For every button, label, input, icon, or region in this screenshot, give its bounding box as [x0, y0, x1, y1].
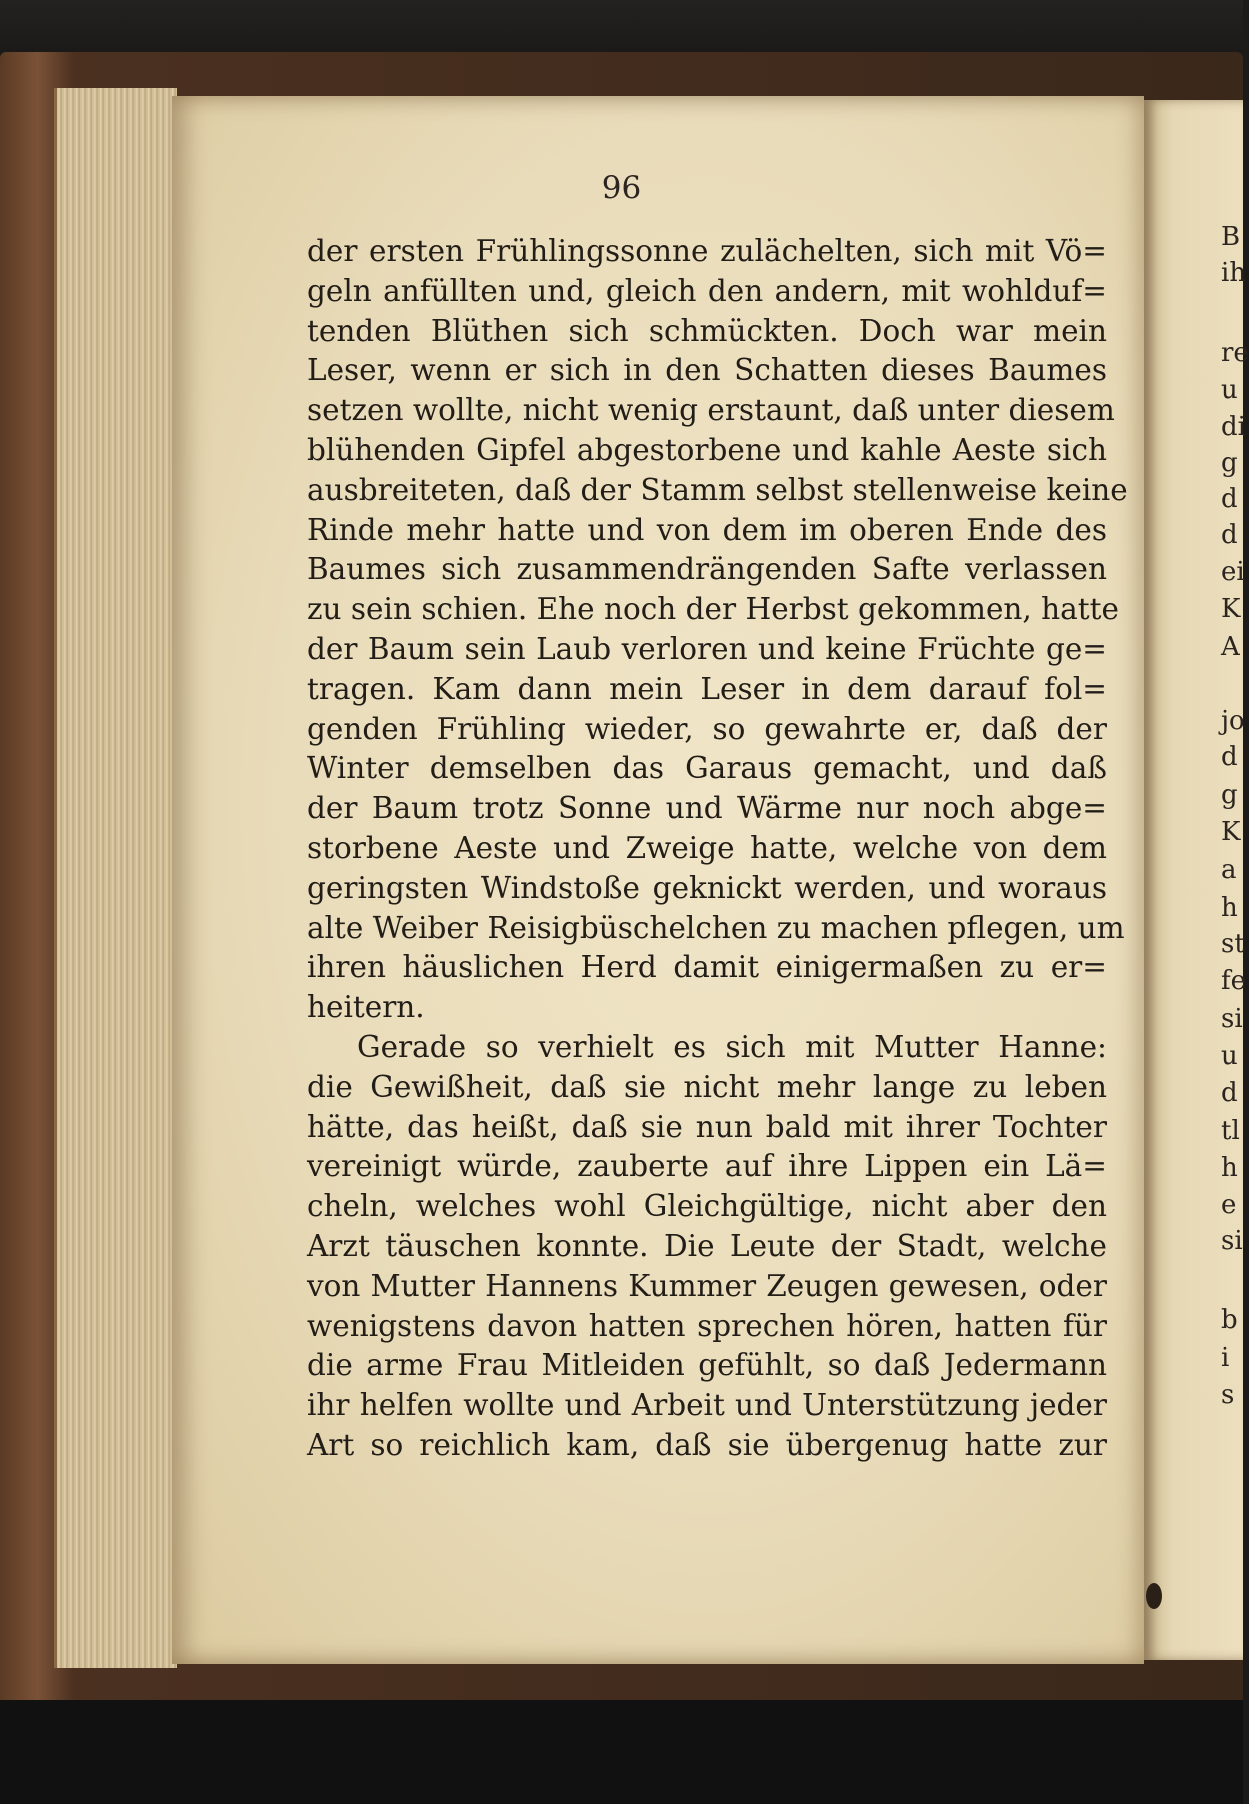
text-line: tragen. Kam dann mein Leser in dem darauf fol= [307, 671, 1107, 706]
facing-page-letter: d [1221, 484, 1238, 514]
facing-page-letter: a [1221, 855, 1237, 885]
facing-page-letter: K [1221, 594, 1241, 624]
facing-page-letter: d [1221, 520, 1238, 550]
page-edges [54, 88, 177, 1668]
facing-page-letter: g [1221, 448, 1238, 478]
text-line: storbene Aeste und Zweige hatte, welche von dem [307, 830, 1107, 865]
text-line: Arzt täuschen konnte. Die Leute der Stadt, welche [307, 1228, 1107, 1263]
facing-page-letter: K [1221, 817, 1241, 847]
text-line: der Baum sein Laub verloren und keine Früchte ge= [307, 631, 1107, 666]
text-line: der Baum trotz Sonne und Wärme nur noch abge= [307, 791, 1107, 826]
text-line: blühenden Gipfel abgestorbene und kahle Aeste sich [307, 432, 1107, 467]
text-line: die Gewißheit, daß sie nicht mehr lange zu leben [307, 1069, 1107, 1104]
text-line: geringsten Windstoße geknickt werden, und woraus [307, 870, 1107, 905]
text-line: Gerade so verhielt es sich mit Mutter Hanne: [357, 1029, 1107, 1064]
page-number: 96 [601, 170, 642, 206]
text-line: der ersten Frühlingssonne zulächelten, sich mit Vö= [307, 234, 1107, 268]
facing-page-letter: ei [1221, 557, 1245, 587]
text-line: heitern. [307, 990, 425, 1025]
text-line: genden Frühling wieder, so gewahrte er, daß der [307, 711, 1107, 746]
facing-page-letter: tl [1221, 1116, 1240, 1146]
facing-page-letter: B [1221, 222, 1241, 252]
facing-page-letter: di [1221, 412, 1246, 442]
facing-page-letter: g [1221, 780, 1238, 810]
facing-page-letter: re [1221, 338, 1249, 368]
facing-page-letter: i [1221, 1343, 1230, 1373]
facing-page-letter: st [1221, 929, 1245, 959]
facing-page-letter: fe [1221, 966, 1247, 996]
page-text [307, 232, 1128, 1466]
facing-page-letter: si [1221, 1226, 1243, 1256]
text-line: die arme Frau Mitleiden gefühlt, so daß Jedermann [307, 1348, 1107, 1383]
text-line: ihr helfen wollte und Arbeit und Unterstützung jeder [307, 1388, 1107, 1423]
text-line: Winter demselben das Garaus gemacht, und daß [307, 751, 1107, 786]
text-line: setzen wollte, nicht wenig erstaunt, daß unter diesem [307, 393, 1115, 428]
text-line: Art so reichlich kam, daß sie übergenug hatte zur [307, 1427, 1107, 1462]
background [0, 0, 1243, 60]
text-line: cheln, welches wohl Gleichgültige, nicht aber den [307, 1189, 1107, 1224]
facing-page-letter: d [1221, 1078, 1238, 1108]
ink-stain [1146, 1583, 1162, 1609]
facing-page-letter: jo [1221, 706, 1245, 736]
text-line: geln anfüllten und, gleich den andern, mit wohlduf= [307, 273, 1107, 308]
facing-page-letter: s [1221, 1380, 1235, 1410]
text-line: zu sein schien. Ehe noch der Herbst gekommen, hatte [307, 592, 1119, 627]
facing-page-letter: b [1221, 1305, 1238, 1335]
facing-page-letter: h [1221, 893, 1238, 923]
text-line: Rinde mehr hatte und von dem im oberen Ende des [307, 512, 1107, 547]
facing-page-letter: e [1221, 1190, 1237, 1220]
facing-page-letter: u [1221, 375, 1238, 405]
text-line: ihren häuslichen Herd damit einigermaßen zu er= [307, 950, 1107, 985]
text-line: Baumes sich zusammendrängenden Safte verlassen [307, 552, 1107, 587]
text-line: hätte, das heißt, daß sie nun bald mit ihrer Tochter [307, 1109, 1107, 1144]
text-line: von Mutter Hannens Kummer Zeugen gewesen, oder [307, 1268, 1107, 1303]
facing-page-letter: si [1221, 1004, 1243, 1034]
facing-page-letter: u [1221, 1041, 1238, 1071]
facing-page-letter: ih [1221, 258, 1247, 288]
text-line: wenigstens davon hatten sprechen hören, hatten für [307, 1308, 1107, 1343]
background-bottom [0, 1700, 1243, 1804]
facing-page-letter: d [1221, 742, 1238, 772]
text-line: alte Weiber Reisigbüschelchen zu machen pflegen, um [307, 910, 1125, 945]
text-line: Leser, wenn er sich in den Schatten dieses Baumes [307, 353, 1107, 388]
text-line: ausbreiteten, daß der Stamm selbst stellenweise keine [307, 472, 1128, 507]
text-line: tenden Blüthen sich schmückten. Doch war mein [307, 313, 1107, 348]
text-line: vereinigt würde, zauberte auf ihre Lippen ein Lä= [307, 1149, 1107, 1184]
facing-page-letter: A [1221, 632, 1240, 662]
facing-page-letter: h [1221, 1153, 1238, 1183]
